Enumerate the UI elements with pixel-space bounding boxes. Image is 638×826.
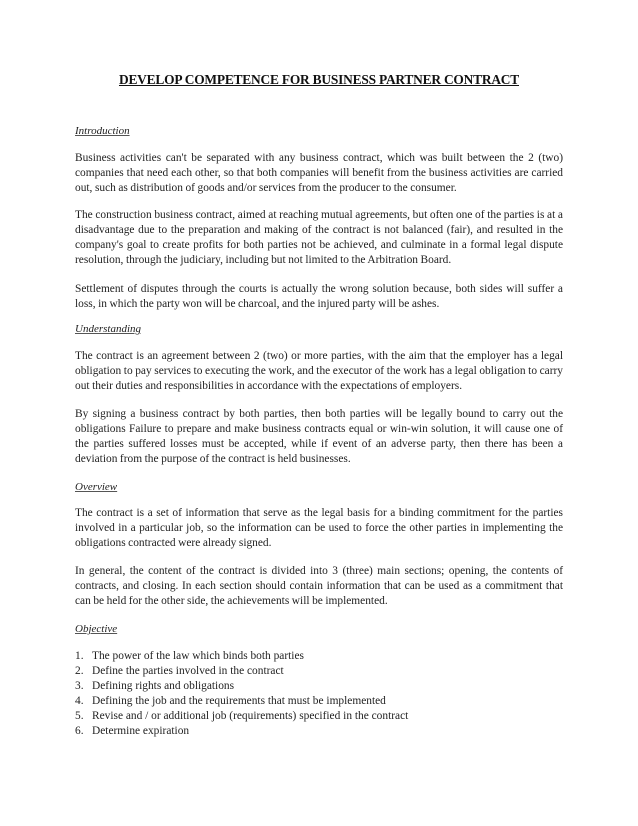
list-item bbox=[75, 679, 408, 694]
section-heading-introduction: Introduction bbox=[75, 125, 130, 137]
list-number: 4. bbox=[75, 695, 84, 708]
list-text: Defining the job and the requirements that must be implemented bbox=[92, 695, 386, 708]
paragraph: By signing a business contract by both parties, then both parties will be legally bound to carry out the obligations Failure to prepare and make business contracts equal or win-win solution, it will cause one of the parties suffered losses must be accepted, while if event of an adverse party, then there has been a deviation from the purpose of the contract is held businesses. bbox=[75, 408, 563, 466]
list-item bbox=[75, 649, 408, 664]
section-heading-overview: Overview bbox=[75, 481, 118, 493]
list-number: 3. bbox=[75, 680, 84, 693]
list-item bbox=[75, 724, 408, 739]
list-text: Revise and / or additional job (requirements) specified in the contract bbox=[92, 710, 409, 723]
document-title: DEVELOP COMPETENCE FOR BUSINESS PARTNER CONTRACT bbox=[118, 72, 519, 87]
paragraph: In general, the content of the contract is divided into 3 (three) main sections; opening, the contents of contracts, and closing. In each section should contain information that can be used as a commitment that can be held for the other side, the achievements will be implemented. bbox=[75, 565, 563, 608]
list-item bbox=[75, 694, 408, 709]
list-number: 2. bbox=[75, 665, 84, 678]
paragraph: Business activities can't be separated with any business contract, which was built between the 2 (two) companies that need each other, so that both companies will benefit from the business activities are carried out, such as distribution of goods and/or services from the producer to the consumer. bbox=[75, 152, 563, 195]
list-number: 5. bbox=[75, 710, 84, 723]
paragraph: The contract is a set of information that serve as the legal basis for a binding commitment for the parties involved in a particular job, so the information can be used to force the other parties in implementing the obligations contracted were already signed. bbox=[75, 507, 563, 550]
paragraph: Settlement of disputes through the courts is actually the wrong solution because, both sides will suffer a loss, in which the party won will be charcoal, and the injured party will be ashes. bbox=[75, 283, 563, 311]
list-text: Defining rights and obligations bbox=[92, 680, 235, 693]
list-number: 1. bbox=[75, 650, 84, 662]
paragraph: The construction business contract, aimed at reaching mutual agreements, but often one of the parties is at a disadvantage due to the preparation and making of the contract is not balanced (fair), and resulted in the company's goal to create profits for both parties not be achieved, and culminate in a formal legal dispute resolution, through the judiciary, including but not limited to the Arbitration Board. bbox=[75, 209, 563, 267]
objective-list bbox=[75, 649, 408, 740]
paragraph: The contract is an agreement between 2 (two) or more parties, with the aim that the employer has a legal obligation to pay services to executing the work, and the executor of the work has a legal obligation to carry out their duties and responsibilities in accordance with the expectations of employers. bbox=[75, 350, 563, 393]
list-item bbox=[75, 664, 408, 679]
list-item bbox=[75, 709, 408, 724]
list-text: Determine expiration bbox=[92, 725, 190, 738]
section-heading-objective: Objective bbox=[75, 623, 118, 635]
section-heading-understanding: Understanding bbox=[75, 323, 141, 335]
list-number: 6. bbox=[75, 725, 84, 738]
list-text: The power of the law which binds both parties bbox=[92, 650, 304, 662]
list-text: Define the parties involved in the contract bbox=[92, 665, 284, 678]
